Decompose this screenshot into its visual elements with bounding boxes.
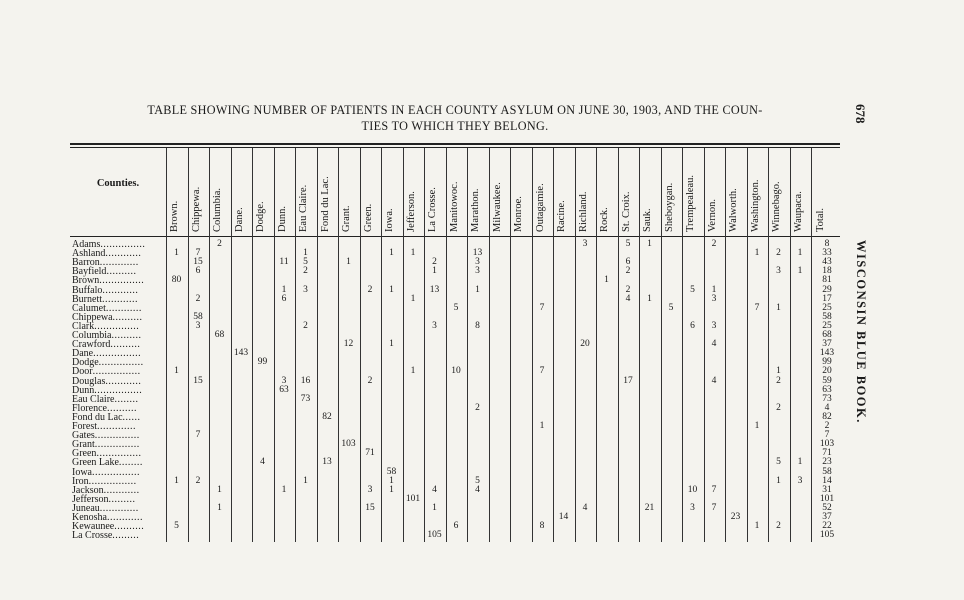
county-name: Kewaunee.......... [72,521,145,533]
row-total: 58 [822,466,832,477]
row-total: 73 [822,393,832,404]
table-cell: 5 [303,257,308,268]
table-cell: 23 [730,512,741,522]
county-name: Chippewa.......... [72,311,143,323]
table-cell: 105 [427,530,442,541]
table-cell: 1 [797,266,803,277]
table-cell: 21 [644,502,655,513]
table-cell: 4 [582,502,588,513]
row-total: 20 [822,366,832,377]
row-total: 22 [822,521,832,532]
table-cell: 1 [475,284,480,295]
leader-dots: ............. [99,257,139,269]
column-header [618,152,638,232]
table-cell: 13 [429,284,440,295]
table-cell: 4 [625,293,631,304]
leader-dots: ......... [112,530,140,542]
table-cell: 5 [668,302,674,313]
table-cell: 11 [279,257,289,268]
column-header [532,152,552,232]
county-name: Forest............. [72,421,136,432]
column-header-label: La Crosse. [427,187,438,232]
county-name: Crawford.......... [72,339,141,351]
table-cell: 6 [195,266,201,277]
table-cell: 15 [193,257,203,268]
row-total: 33 [822,248,832,259]
table-cell: 7 [195,430,201,441]
leader-dots: .......... [112,311,143,323]
table-cell: 3 [582,239,588,249]
leader-dots: ................ [92,366,141,378]
column-header [360,152,380,232]
counties-header: Counties. [96,178,140,189]
table-cell: 12 [343,339,354,350]
row-total: 2 [824,421,830,431]
column-header [252,152,272,232]
table-cell: 1 [174,475,179,486]
county-name: Douglas............ [72,375,142,387]
table-cell: 5 [453,302,459,313]
table-cell: 3 [711,320,717,331]
table-cell: 2 [625,284,631,295]
table-cell: 7 [754,302,760,313]
row-total: 71 [822,448,832,459]
county-name: Brown............... [72,275,145,287]
row-total: 23 [822,457,832,468]
table-cell: 4 [432,484,437,495]
table-cell: 2 [303,320,308,331]
table-cell: 1 [754,248,760,259]
row-total: 7 [824,430,830,441]
table-cell: 1 [647,239,652,249]
table-cell: 1 [410,366,416,377]
leader-dots: ................ [92,466,140,478]
county-name: Dunn................ [72,384,143,396]
row-total: 8 [824,239,830,249]
table-cell: 1 [754,421,760,431]
column-header-label: Vernon. [706,199,718,232]
leader-dots: ........ [118,457,143,469]
row-total: 37 [822,512,832,522]
leader-dots: ............ [103,484,140,496]
table-cell: 1 [281,284,287,295]
leader-dots: ............... [96,448,142,460]
table-cell: 82 [322,411,332,422]
table-cell: 143 [233,348,249,359]
row-total: 105 [819,530,835,541]
table-cell: 2 [195,475,201,486]
table-cell: 3 [711,293,717,304]
table-cell: 63 [279,384,289,395]
title-line-1: TABLE SHOWING NUMBER OF PATIENTS IN EACH COUNTY ASYLUM ON JUNE 30, 1903, AND THE COUN- [147,103,763,117]
leader-dots: ......... [108,493,136,505]
table-cell: 2 [217,239,222,249]
county-name: Buffalo............ [72,284,139,296]
table-cell: 1 [754,521,760,532]
column-header-label: Sauk. [642,208,653,232]
column-header [209,152,229,232]
column-header [317,152,337,232]
table-cell: 7 [711,484,717,495]
column-header-label: Green. [362,203,374,232]
table-cell: 3 [432,320,437,331]
table-cell: 5 [174,521,179,532]
county-name: Florence.......... [72,402,137,414]
table-cell: 20 [580,339,590,350]
table-cell: 14 [558,512,569,522]
leader-dots: ............ [102,293,138,305]
leader-dots: ........ [114,393,139,405]
table-cell: 1 [174,366,179,377]
county-name: Iron................ [72,475,137,487]
column-header-label: Dunn. [276,206,288,232]
row-total: 37 [822,339,832,350]
column-header [510,152,530,232]
row-total: 29 [822,284,832,295]
column-header [295,152,315,232]
table-cell: 1 [217,484,222,495]
county-name: Iowa................ [72,466,140,478]
column-header [188,152,208,232]
leader-dots: ............... [94,430,140,442]
table-cell: 6 [453,521,459,532]
table-cell: 5 [625,239,631,249]
table-cell: 5 [475,475,480,486]
column-header-label: Jefferson. [405,191,417,232]
table-cell: 2 [625,266,631,277]
leader-dots: ............... [99,275,145,287]
column-header-label: Richland. [577,191,589,232]
county-name: Calumet............ [72,302,142,314]
leader-dots: .......... [111,330,142,341]
column-header [747,152,767,232]
row-total: 82 [822,411,832,422]
column-header-label: Trempealeau. [685,174,696,232]
table-cell: 1 [776,475,781,486]
table-cell: 1 [432,266,437,277]
table-cell: 7 [539,302,545,313]
table-cell: 6 [625,257,631,268]
column-header-label: Brown. [169,200,180,232]
table-cell: 2 [475,402,480,413]
leader-dots: ............... [100,239,146,250]
row-total: 18 [822,266,832,277]
county-name: Dane................ [72,348,142,360]
column-header [725,152,745,232]
column-header [403,152,423,232]
table-cell: 73 [300,393,311,404]
column-header-label: Racine. [556,200,567,232]
table-cell: 103 [341,439,356,450]
table-cell: 4 [475,484,480,495]
column-header-label: Dodge. [255,201,266,232]
county-name: Ashland............ [72,248,142,260]
county-name: Barron............. [72,257,139,269]
table-cell: 80 [171,275,182,286]
column-header [682,152,702,232]
county-name: Jefferson......... [72,493,136,505]
leader-dots: ............. [97,421,136,432]
table-cell: 99 [257,357,268,368]
column-header-label: Marathon. [470,188,481,232]
row-total: 17 [822,293,832,304]
column-header-label: St. Croix. [620,191,632,232]
row-total: 101 [819,493,835,504]
table-cell: 58 [386,466,397,477]
county-name: Green Lake........ [72,457,143,469]
table-cell: 13 [322,457,332,468]
page-number: 678 [853,104,868,124]
column-header-label: Milwaukee. [491,182,503,232]
column-header [489,152,509,232]
column-header [790,152,810,232]
leader-dots: ............... [94,439,140,451]
column-header-label: Iowa. [384,208,395,232]
column-header-label: Chippewa. [190,186,202,232]
top-rule [70,143,840,145]
county-name: Green............... [72,448,142,460]
table-cell: 101 [405,493,421,504]
table-cell: 6 [281,293,287,304]
table-cell: 1 [539,421,545,431]
row-total: 68 [822,330,832,340]
table-cell: 71 [365,448,375,459]
table-cell: 3 [303,284,308,295]
table-cell: 5 [776,457,781,468]
leader-dots: ............ [105,375,142,387]
leader-dots: .......... [107,402,137,414]
row-total: 25 [822,320,832,331]
column-header-label: Outagamie. [534,183,546,232]
table-cell: 3 [367,484,373,495]
column-header [274,152,294,232]
county-name: Kenosha............ [72,512,143,523]
table-cell: 68 [214,330,225,340]
table-cell: 1 [711,284,717,295]
table-cell: 15 [193,375,203,386]
column-header [467,152,487,232]
column-header [424,152,444,232]
row-total: 31 [822,484,832,495]
table-title [70,102,840,134]
table-cell: 10 [687,484,698,495]
table-cell: 2 [367,375,373,386]
county-name: Bayfield.......... [72,266,137,278]
row-total: 25 [822,302,832,313]
table-cell: 1 [389,284,394,295]
row-total: 81 [822,275,832,286]
table-cell: 1 [776,302,781,313]
row-total: 58 [822,311,832,322]
table-cell: 1 [797,457,803,468]
table-cell: 8 [539,521,545,532]
table-cell: 4 [711,375,717,386]
table-cell: 3 [475,257,480,268]
column-header [704,152,724,232]
county-name: Burnett............ [72,293,138,305]
table-cell: 6 [690,320,695,331]
county-name: Eau Claire........ [72,393,139,405]
column-header [381,152,401,232]
row-total: 103 [819,439,835,450]
table-cell: 1 [217,502,222,513]
row-total: 143 [819,348,835,359]
column-header-label: Waupaca. [792,191,804,232]
leader-dots: ................ [94,384,143,396]
row-total: 14 [822,475,832,486]
column-header-label: Sheboygan. [663,182,675,232]
column-header [575,152,595,232]
county-name: Grant............... [72,439,140,451]
table-cell: 2 [432,257,437,268]
column-header-label: Fond du Lac. [319,176,331,232]
column-header [231,152,251,232]
leader-dots: .......... [110,339,141,351]
column-header [661,152,681,232]
table-cell: 1 [281,484,287,495]
county-name: Juneau............. [72,502,139,514]
leader-dots: ............ [102,284,139,296]
row-total: 4 [824,402,830,413]
table-cell: 13 [472,248,483,259]
leader-dots: ............. [99,502,139,514]
table-cell: 3 [475,266,480,277]
column-header-label: Washington. [749,179,761,232]
table-cell: 1 [647,293,652,304]
table-cell: 2 [195,293,201,304]
leader-dots: ...... [122,411,141,423]
column-header-label: Manitowoc. [448,181,460,232]
column-header [338,152,358,232]
column-header-label: Monroe. [513,196,524,232]
column-header [768,152,788,232]
leader-dots: ............ [107,512,143,523]
table-cell: 7 [539,366,545,377]
column-header-label: Walworth. [728,188,739,232]
leader-dots: ............... [94,320,140,332]
table-cell: 10 [451,366,461,377]
table-cell: 1 [346,257,351,268]
table-cell: 1 [389,475,394,486]
table-cell: 5 [690,284,695,295]
county-name: Jackson............ [72,484,140,496]
table-cell: 7 [195,248,201,259]
table-cell: 3 [797,475,803,486]
table-cell: 2 [776,402,781,413]
table-cell: 1 [432,502,437,513]
table-cell: 3 [776,266,781,277]
table-cell: 1 [410,248,416,259]
column-header-label: Grant. [341,205,352,232]
table-cell: 3 [281,375,287,386]
table-cell: 1 [303,475,308,486]
county-name: La Crosse......... [72,530,140,542]
table-cell: 16 [300,375,311,386]
table-cell: 7 [711,502,717,513]
leader-dots: .......... [114,521,145,533]
column-header-label: Rock. [599,207,610,232]
leader-dots: .......... [106,266,137,278]
table-cell: 1 [797,248,803,259]
column-header [166,152,186,232]
leader-dots: ............ [105,302,142,314]
table-cell: 1 [389,248,394,259]
leader-dots: ................ [93,348,142,360]
table-cell: 1 [604,275,609,286]
table-cell: 1 [776,366,781,377]
county-name: Columbia.......... [72,330,142,341]
table-cell: 17 [623,375,633,386]
column-header [812,152,832,232]
table-cell: 4 [711,339,717,350]
row-total: 99 [822,357,832,368]
table-cell: 2 [776,375,781,386]
leader-dots: ............ [105,248,142,260]
row-total: 52 [822,502,832,513]
column-header [596,152,616,232]
leader-dots: ................ [88,475,137,487]
county-name: Adams............... [72,239,146,250]
column-header-label: Dane. [233,207,245,232]
table-cell: 1 [410,293,416,304]
table-cell: 1 [303,248,308,259]
column-header [553,152,573,232]
county-name: Fond du Lac...... [72,411,141,423]
table-cell: 2 [303,266,308,277]
table-cell: 58 [193,311,203,322]
leader-dots: ............... [98,357,144,369]
column-header [639,152,659,232]
county-name: Gates............... [72,430,140,442]
row-total: 43 [822,257,832,268]
table-cell: 3 [195,320,201,331]
table-cell: 1 [389,339,394,350]
table-cell: 1 [389,484,394,495]
table-cell: 2 [711,239,717,249]
column-header [446,152,466,232]
table-cell: 2 [367,284,373,295]
row-total: 59 [822,375,832,386]
county-name: Door................ [72,366,141,378]
title-line-2: TIES TO WHICH THEY BELONG. [361,119,549,133]
table-cell: 8 [475,320,480,331]
county-name: Clark............... [72,320,140,332]
table-cell: 1 [174,248,179,259]
running-head: WISCONSIN BLUE BOOK. [854,240,868,424]
table-cell: 2 [776,521,781,532]
column-header-label: Total. [815,207,826,232]
table-cell: 15 [365,502,375,513]
table-cell: 2 [776,248,781,259]
column-header-label: Eau Claire. [298,184,309,232]
table-cell: 4 [260,457,265,468]
row-total: 63 [822,384,832,395]
column-header-label: Columbia. [212,187,223,232]
table-cell: 3 [690,502,695,513]
column-header-label: Winnebago. [771,181,782,232]
county-name: Dodge............... [72,357,144,369]
